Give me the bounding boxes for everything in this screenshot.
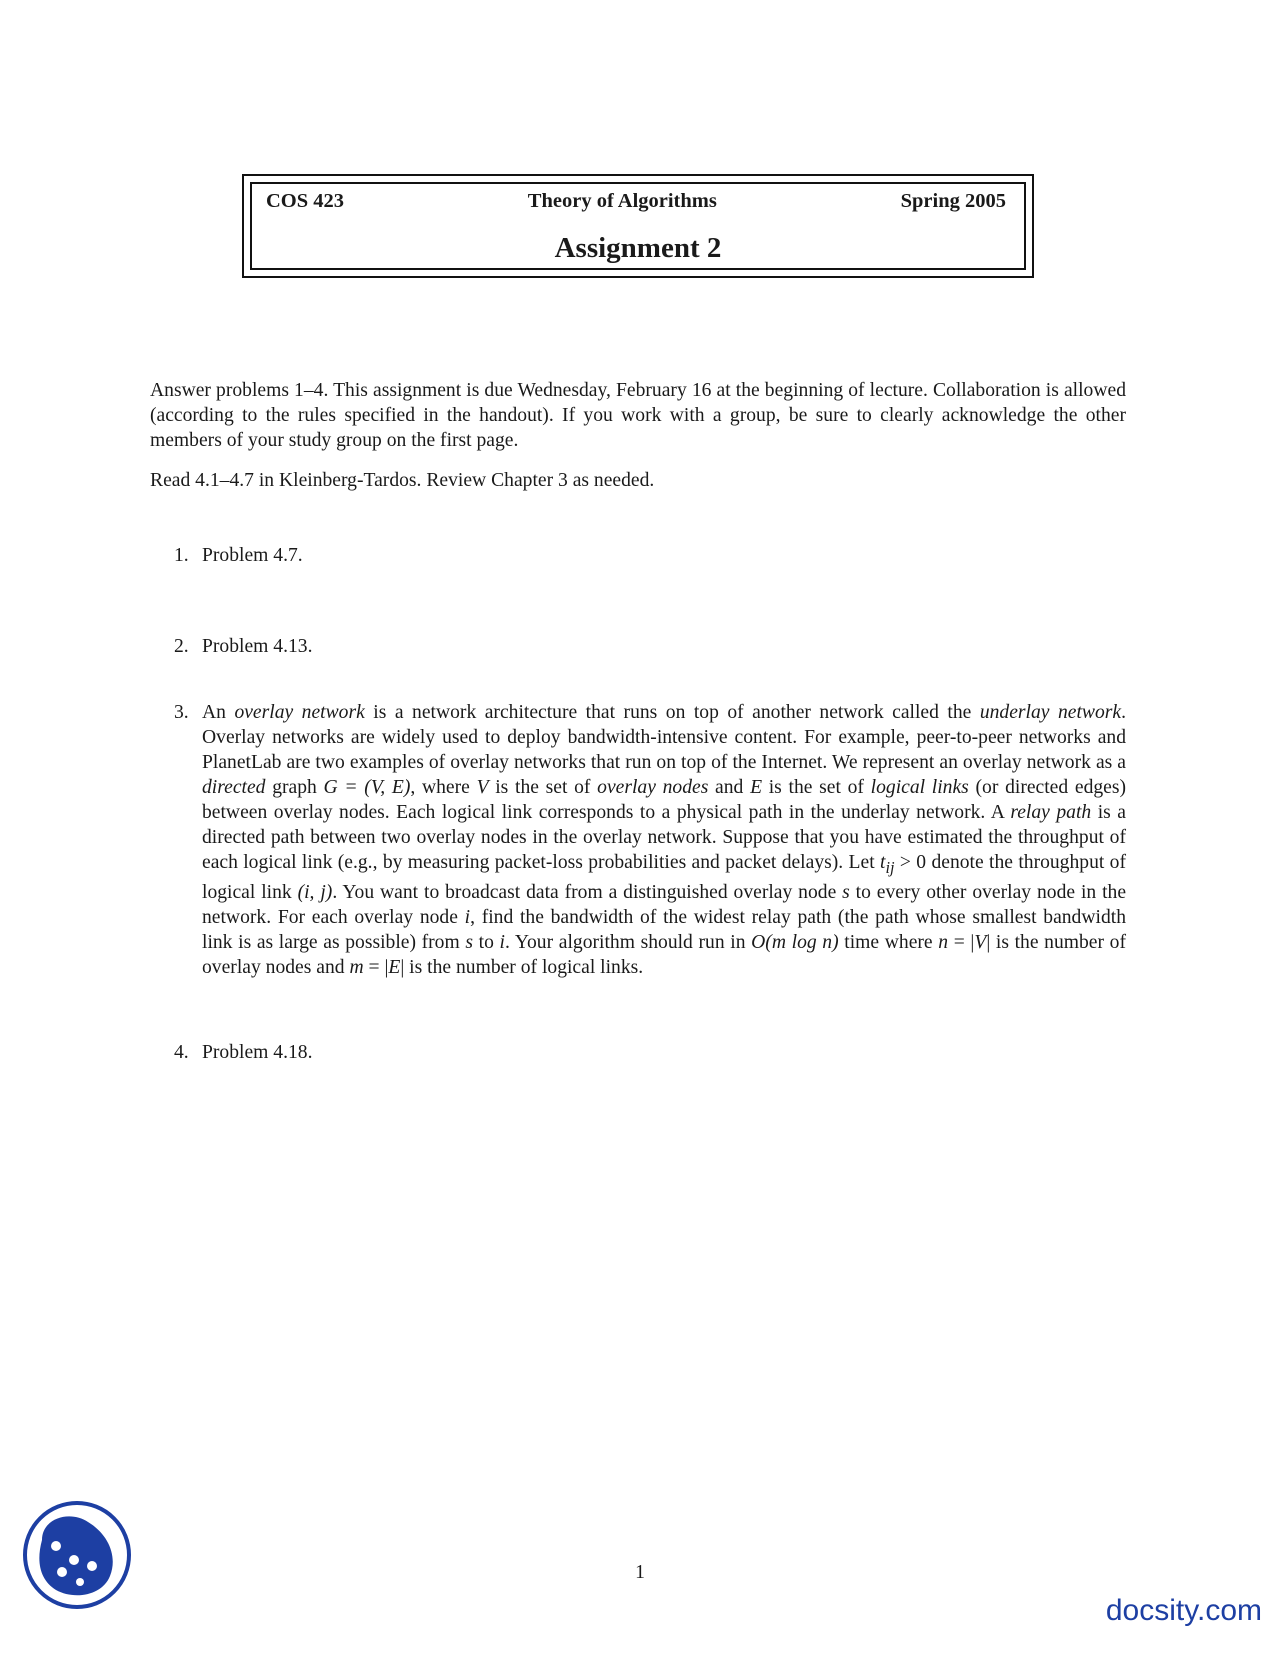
course-header-box xyxy=(242,174,1034,278)
course-header-inner xyxy=(250,182,1026,270)
page-number: 1 xyxy=(635,1562,645,1583)
course-header-row xyxy=(266,190,1006,213)
course-code: COS 423 xyxy=(266,190,345,212)
problem-item-4 xyxy=(174,1040,1126,1065)
problem-item-3 xyxy=(174,700,1126,980)
problem-number: 2. xyxy=(174,636,189,657)
problem-number: 1. xyxy=(174,545,189,566)
assignment-title: Assignment 2 xyxy=(554,232,722,264)
problem-item-2 xyxy=(174,634,1126,659)
problem-text: Problem 4.13. xyxy=(202,636,313,657)
course-subject: Theory of Algorithms xyxy=(527,190,717,212)
intro-paragraph: Answer problems 1–4. This assignment is due Wednesday, February 16 at the beginning of lecture. Collaboration is allowed (according to the rules specified in the handout). If you work with a group, be sure to clearly acknowledge the other members of your study group on the first page. xyxy=(150,380,1126,451)
problem-text: An overlay network is a network architecture that runs on top of another network called the underlay network. Overlay networks are widely used to deploy bandwidth-intensive content. For example, peer-to-peer networks and PlanetLab are two examples of overlay networks that run on top of the Internet. We represent an overlay network as a directed graph G = (V, E), where V is the set of overlay nodes and E is the set of logical links (or directed edges) between overlay nodes. Each logical link corresponds to a physical path in the underlay network. A relay path is a directed path between two overlay nodes in the overlay network. Suppose that you have estimated the throughput of each logical link (e.g., by measuring packet-loss probabilities and packet delays). Let $t_{ij} > 0$ denote the throughput of logical link (i, j). You want to broadcast data from a distinguished overlay node s to every other overlay node in the network. For each overlay node i, find the bandwidth of the widest relay path (the path whose smallest bandwidth link is as large as possible) from s to i. Your algorithm should run in O(m log n) time where n = |V| is the number of overlay nodes and m = |E| is the number of logical links. xyxy=(202,702,1127,978)
docsity-watermark[interactable]: docsity.com xyxy=(1105,1594,1262,1627)
docsity-logo-icon xyxy=(22,1500,132,1610)
course-term: Spring 2005 xyxy=(900,190,1006,212)
problem-number: 4. xyxy=(174,1042,189,1063)
problem-number: 3. xyxy=(174,702,189,723)
problem-text: Problem 4.18. xyxy=(202,1042,313,1063)
problem-text: Problem 4.7. xyxy=(202,545,303,566)
problem-item-1 xyxy=(174,543,1126,568)
reading-paragraph: Read 4.1–4.7 in Kleinberg-Tardos. Review Chapter 3 as needed. xyxy=(150,470,655,491)
